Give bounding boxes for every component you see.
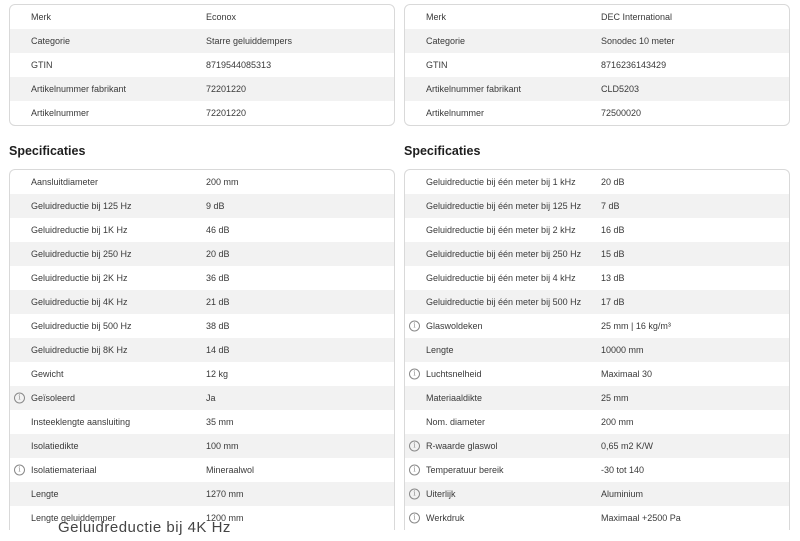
left-product-column: [9, 0, 395, 530]
table-row: [405, 362, 789, 386]
row-label-text: Artikelnummer fabrikant: [426, 84, 522, 94]
row-label: [10, 417, 201, 427]
row-value: 1200 mm: [206, 513, 244, 523]
row-value: Aluminium: [601, 489, 644, 499]
row-label-text: Geluidreductie bij 1K Hz: [31, 225, 128, 235]
left-general-table: [9, 4, 395, 126]
row-value: Maximaal 30: [601, 369, 653, 379]
right-product-column: [404, 0, 790, 530]
row-label-text: Categorie: [31, 36, 71, 46]
row-label-text: Geluidreductie bij 8K Hz: [31, 345, 128, 355]
row-label-text: Nom. diameter: [426, 417, 486, 427]
right-specs-table: [404, 169, 790, 530]
table-row: [10, 194, 394, 218]
table-row: [10, 314, 394, 338]
row-label-text: Geluidreductie bij 125 Hz: [31, 201, 132, 211]
table-row: [10, 170, 394, 194]
row-label: [405, 393, 596, 403]
table-row: [405, 242, 789, 266]
row-label: [405, 225, 596, 235]
table-row: [405, 506, 789, 530]
row-label: [405, 465, 596, 475]
row-label: [10, 84, 201, 94]
row-value: 20 dB: [206, 249, 230, 259]
row-label-text: Glaswoldeken: [426, 321, 483, 331]
row-label-text: Geluidreductie bij één meter bij 125 Hz: [426, 201, 582, 211]
row-label: [405, 84, 596, 94]
row-label-text: Geluidreductie bij 4K Hz: [31, 297, 128, 307]
table-row: [10, 434, 394, 458]
row-label-text: Geluidreductie bij één meter bij 250 Hz: [426, 249, 582, 259]
table-row: [405, 386, 789, 410]
table-row: [10, 386, 394, 410]
row-label: [10, 393, 201, 403]
row-value: Ja: [206, 393, 216, 403]
row-label: [10, 36, 201, 46]
row-label-text: Luchtsnelheid: [426, 369, 482, 379]
row-label-text: Isolatiemateriaal: [31, 465, 97, 475]
row-value: Econox: [206, 12, 237, 22]
row-label: [405, 297, 596, 307]
row-label: [10, 201, 201, 211]
row-label: [405, 369, 596, 379]
row-label: [405, 60, 596, 70]
table-row: [405, 101, 789, 125]
table-row: [10, 77, 394, 101]
table-row: [10, 218, 394, 242]
row-value: 72201220: [206, 84, 247, 94]
row-label-text: Geluidreductie bij 2K Hz: [31, 273, 128, 283]
row-label: [10, 465, 201, 475]
table-row: [405, 5, 789, 29]
row-value: Starre geluiddempers: [206, 36, 293, 46]
table-row: [10, 53, 394, 77]
table-row: [10, 290, 394, 314]
table-row: [405, 410, 789, 434]
table-row: [10, 410, 394, 434]
row-label-text: Merk: [31, 12, 51, 22]
row-label: [405, 249, 596, 259]
row-value: 200 mm: [601, 417, 634, 427]
row-value: 10000 mm: [601, 345, 644, 355]
right-general-table: [404, 4, 790, 126]
info-icon[interactable]: i: [14, 465, 25, 476]
right-specs-title: Specificaties: [404, 144, 481, 158]
clipped-next-row-text: Geluidreductie bij 4K Hz: [58, 519, 231, 536]
row-label-text: Merk: [426, 12, 446, 22]
table-row: [10, 101, 394, 125]
row-label: [405, 177, 596, 187]
row-label-text: Werkdruk: [426, 513, 465, 523]
row-value: 8716236143429: [601, 60, 667, 70]
row-label-text: GTIN: [31, 60, 53, 70]
row-label: [405, 273, 596, 283]
row-label-text: Geluidreductie bij 500 Hz: [31, 321, 132, 331]
row-label-text: GTIN: [426, 60, 448, 70]
row-value: 38 dB: [206, 321, 230, 331]
row-label-text: Lengte: [426, 345, 454, 355]
row-label: [405, 417, 596, 427]
row-label: [405, 321, 596, 331]
row-label: [10, 108, 201, 118]
table-row: [10, 362, 394, 386]
table-row: [405, 194, 789, 218]
row-value: 12 kg: [206, 369, 229, 379]
row-value: 8719544085313: [206, 60, 272, 70]
row-label: [405, 345, 596, 355]
info-icon[interactable]: i: [409, 489, 420, 500]
row-label: [10, 60, 201, 70]
info-icon[interactable]: i: [14, 393, 25, 404]
row-label-text: Artikelnummer fabrikant: [31, 84, 127, 94]
row-label: [10, 345, 201, 355]
row-value: 1270 mm: [206, 489, 244, 499]
row-value: 9 dB: [206, 201, 225, 211]
row-value: 72500020: [601, 108, 642, 118]
row-label-text: Geluidreductie bij één meter bij 4 kHz: [426, 273, 576, 283]
row-value: 20 dB: [601, 177, 625, 187]
table-row: [405, 266, 789, 290]
row-value: 0,65 m2 K/W: [601, 441, 654, 451]
info-icon[interactable]: i: [409, 441, 420, 452]
table-row: [10, 482, 394, 506]
row-label: [10, 321, 201, 331]
row-value: 15 dB: [601, 249, 625, 259]
table-row: [10, 242, 394, 266]
row-value: 13 dB: [601, 273, 625, 283]
row-label: [10, 12, 201, 22]
table-row: [10, 29, 394, 53]
row-label-text: Artikelnummer: [31, 108, 90, 118]
info-icon[interactable]: i: [409, 465, 420, 476]
table-row: [10, 458, 394, 482]
row-value: 7 dB: [601, 201, 620, 211]
table-row: [405, 338, 789, 362]
row-value: Maximaal +2500 Pa: [601, 513, 681, 523]
left-specs-table: [9, 169, 395, 530]
table-row: [10, 338, 394, 362]
row-value: DEC International: [601, 12, 673, 22]
row-label-text: Geluidreductie bij één meter bij 1 kHz: [426, 177, 576, 187]
row-value: 200 mm: [206, 177, 239, 187]
table-row: [405, 53, 789, 77]
row-label: [10, 297, 201, 307]
row-label: [10, 249, 201, 259]
row-label: [405, 513, 596, 523]
row-value: 36 dB: [206, 273, 230, 283]
row-label: [10, 369, 201, 379]
row-value: 25 mm | 16 kg/m³: [601, 321, 671, 331]
table-row: [405, 482, 789, 506]
row-value: 46 dB: [206, 225, 230, 235]
info-icon[interactable]: i: [409, 321, 420, 332]
row-label-text: Categorie: [426, 36, 466, 46]
row-value: 72201220: [206, 108, 247, 118]
row-label: [10, 489, 201, 499]
info-icon[interactable]: i: [409, 369, 420, 380]
row-value: 17 dB: [601, 297, 625, 307]
table-row: [405, 170, 789, 194]
info-icon[interactable]: i: [409, 513, 420, 524]
table-row: [10, 266, 394, 290]
row-label: [10, 177, 201, 187]
row-label: [405, 36, 596, 46]
table-row: [405, 77, 789, 101]
row-value: 14 dB: [206, 345, 230, 355]
row-label-text: Uiterlijk: [426, 489, 456, 499]
table-row: [405, 434, 789, 458]
row-value: 100 mm: [206, 441, 239, 451]
row-label-text: Geluidreductie bij één meter bij 2 kHz: [426, 225, 576, 235]
row-label-text: Geluidreductie bij één meter bij 500 Hz: [426, 297, 582, 307]
row-value: Mineraalwol: [206, 465, 255, 475]
row-label: [10, 441, 201, 451]
table-row: [405, 29, 789, 53]
row-label-text: Isolatiedikte: [31, 441, 79, 451]
table-row: [405, 290, 789, 314]
row-value: 25 mm: [601, 393, 629, 403]
row-label: [10, 225, 201, 235]
row-label: [405, 12, 596, 22]
row-label-text: Aansluitdiameter: [31, 177, 99, 187]
row-value: Sonodec 10 meter: [601, 36, 675, 46]
row-label-text: Temperatuur bereik: [426, 465, 504, 475]
row-label-text: Materiaaldikte: [426, 393, 483, 403]
row-label: [405, 441, 596, 451]
row-label: [10, 273, 201, 283]
row-value: -30 tot 140: [601, 465, 645, 475]
table-row: [405, 218, 789, 242]
row-label-text: Lengte geluiddemper: [31, 513, 116, 523]
row-value: CLD5203: [601, 84, 640, 94]
row-value: 21 dB: [206, 297, 230, 307]
row-label: [405, 201, 596, 211]
row-value: 16 dB: [601, 225, 625, 235]
row-label: [405, 108, 596, 118]
left-specs-title: Specificaties: [9, 144, 86, 158]
row-label-text: Lengte: [31, 489, 59, 499]
row-label-text: Artikelnummer: [426, 108, 485, 118]
row-label: [405, 489, 596, 499]
row-label-text: Insteeklengte aansluiting: [31, 417, 131, 427]
row-value: 35 mm: [206, 417, 234, 427]
row-label-text: Geluidreductie bij 250 Hz: [31, 249, 132, 259]
row-label-text: Geïsoleerd: [31, 393, 76, 403]
row-label-text: Gewicht: [31, 369, 64, 379]
table-row: [405, 458, 789, 482]
table-row: [405, 314, 789, 338]
row-label-text: R-waarde glaswol: [426, 441, 498, 451]
table-row: [10, 5, 394, 29]
